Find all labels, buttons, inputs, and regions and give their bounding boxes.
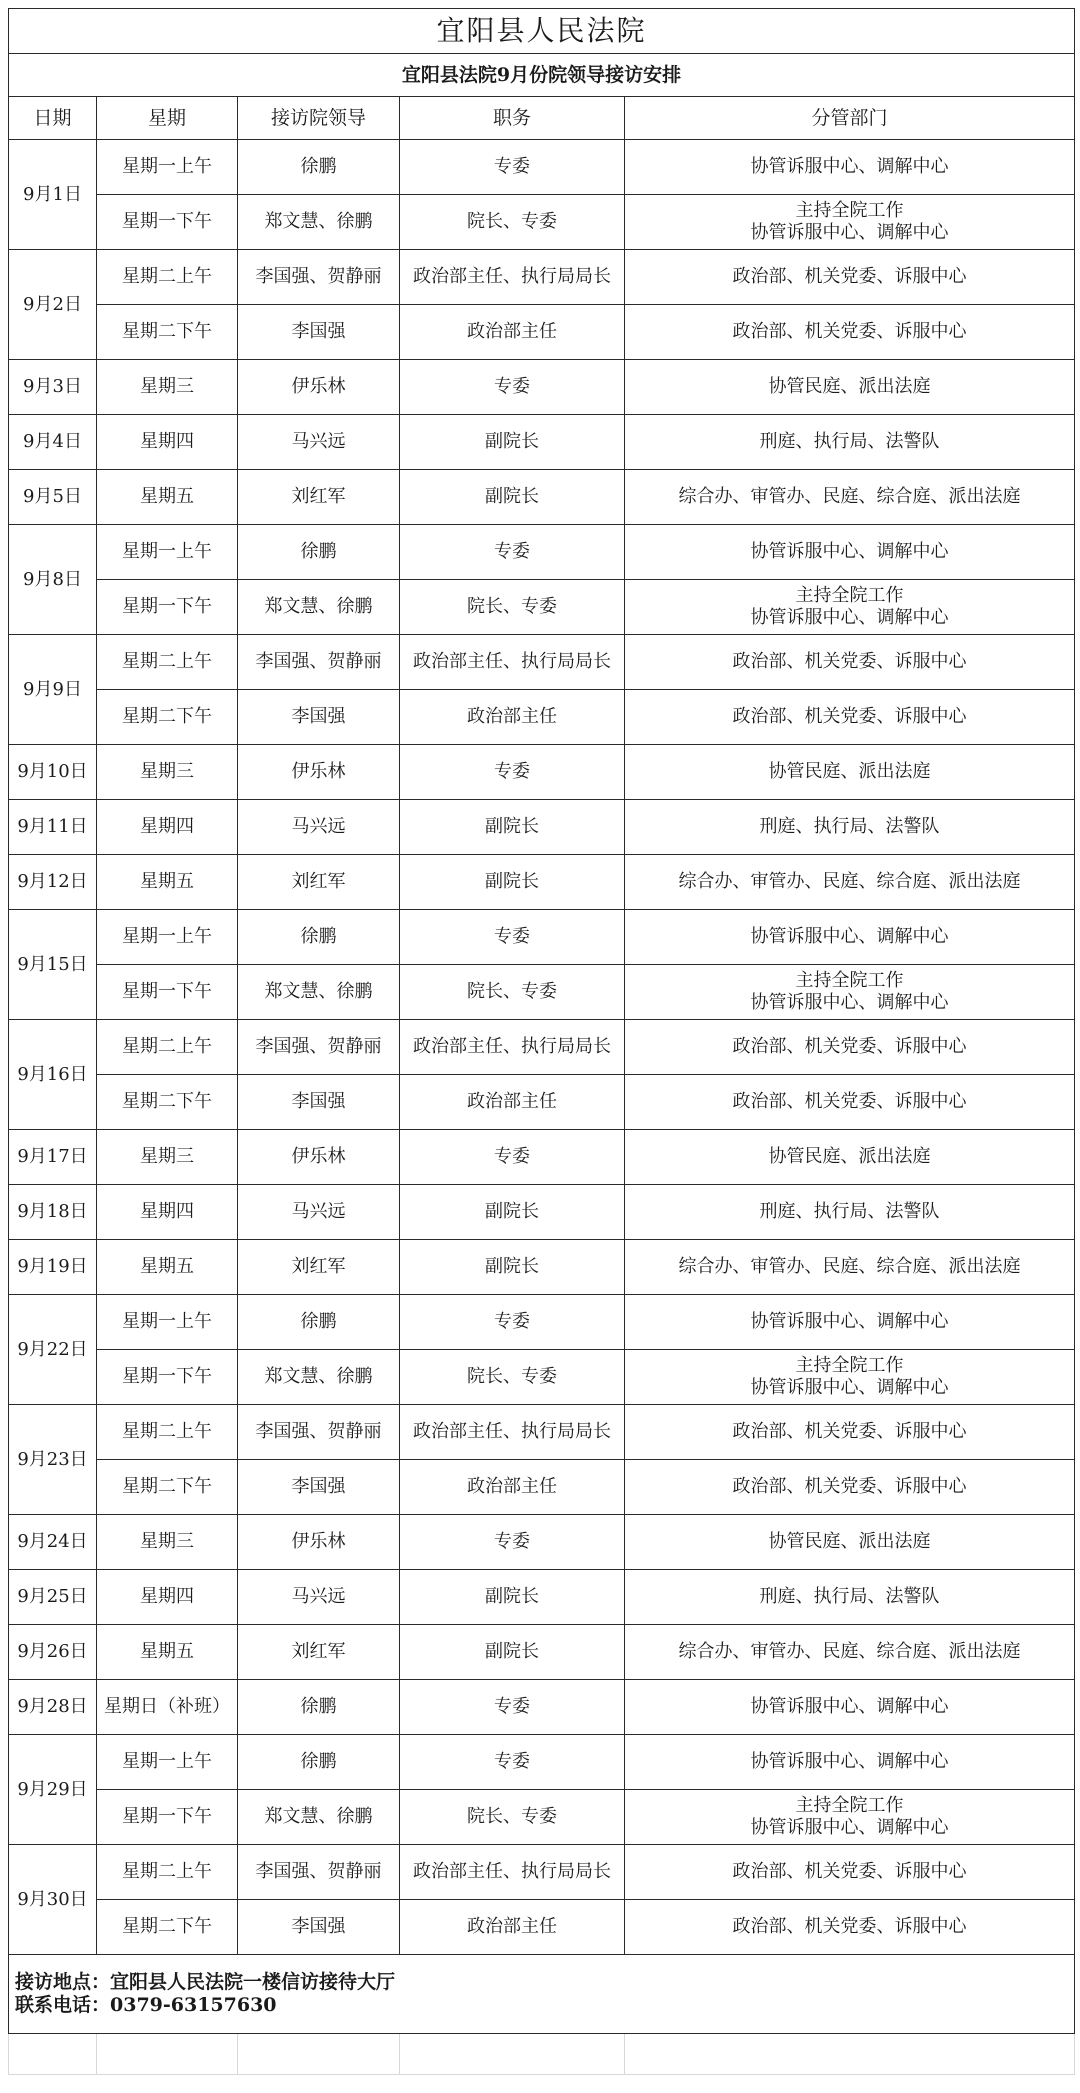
contact-phone: 联系电话：0379-63157630 — [15, 1994, 277, 2016]
leader-cell: 李国强、贺静丽 — [238, 250, 400, 305]
weekday-cell: 星期一下午 — [97, 1790, 238, 1845]
date-cell: 9月10日 — [9, 745, 97, 800]
leader-cell: 徐鹏 — [238, 1735, 400, 1790]
table-row — [9, 140, 1075, 195]
dept-line: 协管诉服中心、调解中心 — [750, 1311, 949, 1332]
blank-cell — [625, 2034, 1075, 2075]
weekday-cell: 星期一上午 — [97, 1735, 238, 1790]
dept-cell — [625, 1405, 1075, 1460]
dept-line: 协管诉服中心、调解中心 — [750, 1817, 949, 1838]
table-row — [9, 1790, 1075, 1845]
dept-line: 政治部、机关党委、诉服中心 — [732, 1916, 967, 1937]
table-row — [9, 1570, 1075, 1625]
dept-line: 协管诉服中心、调解中心 — [750, 607, 949, 628]
date-cell: 9月3日 — [9, 360, 97, 415]
position-cell: 副院长 — [400, 1185, 625, 1240]
dept-line: 综合办、审管办、民庭、综合庭、派出法庭 — [678, 1256, 1021, 1277]
weekday-cell: 星期二下午 — [97, 690, 238, 745]
dept-cell — [625, 1350, 1075, 1405]
leader-cell: 伊乐林 — [238, 360, 400, 415]
position-cell: 专委 — [400, 745, 625, 800]
dept-cell — [625, 1185, 1075, 1240]
position-cell: 院长、专委 — [400, 580, 625, 635]
dept-line: 综合办、审管办、民庭、综合庭、派出法庭 — [678, 871, 1021, 892]
weekday-cell: 星期五 — [97, 855, 238, 910]
leader-cell: 徐鹏 — [238, 910, 400, 965]
position-cell: 政治部主任、执行局局长 — [400, 250, 625, 305]
leader-cell: 郑文慧、徐鹏 — [238, 1350, 400, 1405]
dept-cell — [625, 1790, 1075, 1845]
date-cell: 9月29日 — [9, 1735, 97, 1845]
date-cell: 9月22日 — [9, 1295, 97, 1405]
table-row — [9, 1020, 1075, 1075]
header-position: 职务 — [400, 97, 625, 140]
dept-line: 政治部、机关党委、诉服中心 — [732, 1091, 967, 1112]
weekday-cell: 星期四 — [97, 800, 238, 855]
weekday-cell: 星期二上午 — [97, 1845, 238, 1900]
dept-line: 主持全院工作 — [795, 970, 904, 991]
weekday-cell: 星期四 — [97, 1185, 238, 1240]
weekday-cell: 星期五 — [97, 470, 238, 525]
blank-cell — [400, 2034, 625, 2075]
page-subtitle: 宜阳县法院9月份院领导接访安排 — [9, 54, 1075, 97]
dept-cell — [625, 1460, 1075, 1515]
dept-line: 协管诉服中心、调解中心 — [750, 1377, 949, 1398]
dept-cell — [625, 855, 1075, 910]
footer-row — [9, 1955, 1075, 2034]
dept-cell — [625, 910, 1075, 965]
weekday-cell: 星期二上午 — [97, 1405, 238, 1460]
date-cell: 9月15日 — [9, 910, 97, 1020]
date-cell: 9月12日 — [9, 855, 97, 910]
dept-cell — [625, 1075, 1075, 1130]
dept-line: 主持全院工作 — [795, 200, 904, 221]
table-row — [9, 1185, 1075, 1240]
dept-line: 协管诉服中心、调解中心 — [750, 1751, 949, 1772]
table-row — [9, 580, 1075, 635]
weekday-cell: 星期二上午 — [97, 635, 238, 690]
header-row — [9, 97, 1075, 140]
leader-cell: 伊乐林 — [238, 1515, 400, 1570]
position-cell: 政治部主任 — [400, 1900, 625, 1955]
dept-cell — [625, 1680, 1075, 1735]
weekday-cell: 星期一下午 — [97, 1350, 238, 1405]
position-cell: 政治部主任 — [400, 1460, 625, 1515]
position-cell: 政治部主任 — [400, 1075, 625, 1130]
date-cell: 9月9日 — [9, 635, 97, 745]
weekday-cell: 星期三 — [97, 360, 238, 415]
weekday-cell: 星期二下午 — [97, 1460, 238, 1515]
table-row — [9, 1900, 1075, 1955]
dept-line: 协管诉服中心、调解中心 — [750, 156, 949, 177]
weekday-cell: 星期三 — [97, 1130, 238, 1185]
date-cell: 9月19日 — [9, 1240, 97, 1295]
position-cell: 副院长 — [400, 1570, 625, 1625]
dept-line: 政治部、机关党委、诉服中心 — [732, 1036, 967, 1057]
header-date: 日期 — [9, 97, 97, 140]
page-title: 宜阳县人民法院 — [9, 9, 1075, 54]
title-row — [9, 9, 1075, 54]
weekday-cell: 星期一上午 — [97, 525, 238, 580]
table-row — [9, 250, 1075, 305]
date-cell: 9月1日 — [9, 140, 97, 250]
leader-cell: 李国强 — [238, 1460, 400, 1515]
dept-cell — [625, 525, 1075, 580]
dept-cell — [625, 1130, 1075, 1185]
weekday-cell: 星期一上午 — [97, 140, 238, 195]
dept-line: 协管民庭、派出法庭 — [768, 376, 931, 397]
dept-line: 政治部、机关党委、诉服中心 — [732, 706, 967, 727]
dept-line: 政治部、机关党委、诉服中心 — [732, 1421, 967, 1442]
date-cell: 9月28日 — [9, 1680, 97, 1735]
leader-cell: 李国强 — [238, 690, 400, 745]
table-row — [9, 360, 1075, 415]
position-cell: 专委 — [400, 140, 625, 195]
date-cell: 9月5日 — [9, 470, 97, 525]
dept-line: 主持全院工作 — [795, 1795, 904, 1816]
position-cell: 政治部主任、执行局局长 — [400, 635, 625, 690]
table-row — [9, 1405, 1075, 1460]
header-leader: 接访院领导 — [238, 97, 400, 140]
leader-cell: 徐鹏 — [238, 1680, 400, 1735]
dept-line: 协管诉服中心、调解中心 — [750, 1696, 949, 1717]
dept-cell — [625, 305, 1075, 360]
leader-cell: 刘红军 — [238, 1625, 400, 1680]
table-row — [9, 635, 1075, 690]
dept-line: 协管民庭、派出法庭 — [768, 761, 931, 782]
weekday-cell: 星期一下午 — [97, 965, 238, 1020]
dept-line: 政治部、机关党委、诉服中心 — [732, 1476, 967, 1497]
position-cell: 专委 — [400, 1295, 625, 1350]
blank-row — [9, 2034, 1075, 2075]
position-cell: 政治部主任 — [400, 690, 625, 745]
weekday-cell: 星期一上午 — [97, 910, 238, 965]
dept-cell — [625, 1295, 1075, 1350]
weekday-cell: 星期四 — [97, 1570, 238, 1625]
date-cell: 9月30日 — [9, 1845, 97, 1955]
blank-cell — [97, 2034, 238, 2075]
table-row — [9, 415, 1075, 470]
weekday-cell: 星期二下午 — [97, 1075, 238, 1130]
leader-cell: 马兴远 — [238, 800, 400, 855]
dept-line: 政治部、机关党委、诉服中心 — [732, 1861, 967, 1882]
position-cell: 院长、专委 — [400, 1790, 625, 1845]
date-cell: 9月11日 — [9, 800, 97, 855]
leader-cell: 李国强、贺静丽 — [238, 1020, 400, 1075]
position-cell: 副院长 — [400, 855, 625, 910]
header-dept: 分管部门 — [625, 97, 1075, 140]
dept-cell — [625, 635, 1075, 690]
footer-cell — [9, 1955, 1075, 2034]
header-weekday: 星期 — [97, 97, 238, 140]
table-row — [9, 855, 1075, 910]
dept-line: 协管诉服中心、调解中心 — [750, 541, 949, 562]
table-row — [9, 470, 1075, 525]
date-cell: 9月24日 — [9, 1515, 97, 1570]
dept-line: 政治部、机关党委、诉服中心 — [732, 266, 967, 287]
subtitle-row — [9, 54, 1075, 97]
table-row — [9, 1515, 1075, 1570]
leader-cell: 李国强 — [238, 1900, 400, 1955]
leader-cell: 李国强、贺静丽 — [238, 1405, 400, 1460]
schedule-body — [9, 9, 1075, 2075]
weekday-cell: 星期二下午 — [97, 305, 238, 360]
leader-cell: 郑文慧、徐鹏 — [238, 965, 400, 1020]
date-cell: 9月26日 — [9, 1625, 97, 1680]
position-cell: 政治部主任、执行局局长 — [400, 1845, 625, 1900]
position-cell: 政治部主任、执行局局长 — [400, 1405, 625, 1460]
table-row — [9, 1295, 1075, 1350]
dept-cell — [625, 1845, 1075, 1900]
weekday-cell: 星期一上午 — [97, 1295, 238, 1350]
leader-cell: 马兴远 — [238, 415, 400, 470]
weekday-cell: 星期二下午 — [97, 1900, 238, 1955]
dept-line: 刑庭、执行局、法警队 — [759, 1201, 940, 1222]
dept-line: 刑庭、执行局、法警队 — [759, 816, 940, 837]
dept-cell — [625, 140, 1075, 195]
table-row — [9, 1130, 1075, 1185]
dept-line: 刑庭、执行局、法警队 — [759, 1586, 940, 1607]
position-cell: 专委 — [400, 1515, 625, 1570]
weekday-cell: 星期二上午 — [97, 1020, 238, 1075]
dept-cell — [625, 1020, 1075, 1075]
leader-cell: 刘红军 — [238, 1240, 400, 1295]
date-cell: 9月18日 — [9, 1185, 97, 1240]
dept-cell — [625, 1240, 1075, 1295]
weekday-cell: 星期二上午 — [97, 250, 238, 305]
leader-cell: 李国强、贺静丽 — [238, 1845, 400, 1900]
dept-cell — [625, 470, 1075, 525]
dept-cell — [625, 1735, 1075, 1790]
position-cell: 副院长 — [400, 1625, 625, 1680]
dept-cell — [625, 195, 1075, 250]
position-cell: 专委 — [400, 360, 625, 415]
position-cell: 副院长 — [400, 470, 625, 525]
position-cell: 专委 — [400, 525, 625, 580]
date-cell: 9月2日 — [9, 250, 97, 360]
position-cell: 专委 — [400, 910, 625, 965]
dept-cell — [625, 800, 1075, 855]
table-row — [9, 1075, 1075, 1130]
date-cell: 9月4日 — [9, 415, 97, 470]
dept-line: 政治部、机关党委、诉服中心 — [732, 651, 967, 672]
weekday-cell: 星期五 — [97, 1240, 238, 1295]
dept-line: 协管民庭、派出法庭 — [768, 1146, 931, 1167]
table-row — [9, 1680, 1075, 1735]
dept-cell — [625, 965, 1075, 1020]
visit-location: 接访地点：宜阳县人民法院一楼信访接待大厅 — [15, 1971, 396, 1993]
leader-cell: 郑文慧、徐鹏 — [238, 1790, 400, 1845]
dept-line: 协管诉服中心、调解中心 — [750, 926, 949, 947]
position-cell: 专委 — [400, 1680, 625, 1735]
schedule-table — [8, 8, 1075, 2075]
dept-line: 主持全院工作 — [795, 1355, 904, 1376]
weekday-cell: 星期三 — [97, 1515, 238, 1570]
dept-cell — [625, 250, 1075, 305]
dept-line: 协管民庭、派出法庭 — [768, 1531, 931, 1552]
table-row — [9, 1460, 1075, 1515]
date-cell: 9月8日 — [9, 525, 97, 635]
position-cell: 政治部主任 — [400, 305, 625, 360]
dept-line: 协管诉服中心、调解中心 — [750, 222, 949, 243]
table-row — [9, 1350, 1075, 1405]
weekday-cell: 星期一下午 — [97, 195, 238, 250]
table-row — [9, 745, 1075, 800]
dept-cell — [625, 745, 1075, 800]
leader-cell: 郑文慧、徐鹏 — [238, 580, 400, 635]
leader-cell: 刘红军 — [238, 470, 400, 525]
table-row — [9, 800, 1075, 855]
table-row — [9, 1240, 1075, 1295]
position-cell: 副院长 — [400, 800, 625, 855]
leader-cell: 刘红军 — [238, 855, 400, 910]
leader-cell: 郑文慧、徐鹏 — [238, 195, 400, 250]
leader-cell: 徐鹏 — [238, 525, 400, 580]
dept-cell — [625, 580, 1075, 635]
date-cell: 9月16日 — [9, 1020, 97, 1130]
position-cell: 院长、专委 — [400, 1350, 625, 1405]
leader-cell: 徐鹏 — [238, 1295, 400, 1350]
table-row — [9, 195, 1075, 250]
position-cell: 专委 — [400, 1735, 625, 1790]
table-row — [9, 1845, 1075, 1900]
date-cell: 9月17日 — [9, 1130, 97, 1185]
table-row — [9, 910, 1075, 965]
table-row — [9, 690, 1075, 745]
dept-cell — [625, 1570, 1075, 1625]
leader-cell: 李国强、贺静丽 — [238, 635, 400, 690]
weekday-cell: 星期三 — [97, 745, 238, 800]
dept-cell — [625, 1625, 1075, 1680]
dept-line: 综合办、审管办、民庭、综合庭、派出法庭 — [678, 486, 1021, 507]
dept-cell — [625, 360, 1075, 415]
dept-line: 刑庭、执行局、法警队 — [759, 431, 940, 452]
table-row — [9, 305, 1075, 360]
leader-cell: 伊乐林 — [238, 1130, 400, 1185]
dept-line: 政治部、机关党委、诉服中心 — [732, 321, 967, 342]
leader-cell: 马兴远 — [238, 1570, 400, 1625]
dept-cell — [625, 1900, 1075, 1955]
weekday-cell: 星期四 — [97, 415, 238, 470]
table-row — [9, 525, 1075, 580]
table-row — [9, 1625, 1075, 1680]
dept-cell — [625, 415, 1075, 470]
leader-cell: 伊乐林 — [238, 745, 400, 800]
dept-line: 主持全院工作 — [795, 585, 904, 606]
dept-line: 综合办、审管办、民庭、综合庭、派出法庭 — [678, 1641, 1021, 1662]
position-cell: 副院长 — [400, 1240, 625, 1295]
table-row — [9, 1735, 1075, 1790]
dept-cell — [625, 690, 1075, 745]
leader-cell: 李国强 — [238, 305, 400, 360]
weekday-cell: 星期五 — [97, 1625, 238, 1680]
date-cell: 9月23日 — [9, 1405, 97, 1515]
blank-cell — [9, 2034, 97, 2075]
position-cell: 政治部主任、执行局局长 — [400, 1020, 625, 1075]
position-cell: 副院长 — [400, 415, 625, 470]
position-cell: 专委 — [400, 1130, 625, 1185]
weekday-cell: 星期一下午 — [97, 580, 238, 635]
leader-cell: 徐鹏 — [238, 140, 400, 195]
leader-cell: 马兴远 — [238, 1185, 400, 1240]
weekday-cell: 星期日（补班） — [97, 1680, 238, 1735]
date-cell: 9月25日 — [9, 1570, 97, 1625]
position-cell: 院长、专委 — [400, 965, 625, 1020]
position-cell: 院长、专委 — [400, 195, 625, 250]
dept-cell — [625, 1515, 1075, 1570]
leader-cell: 李国强 — [238, 1075, 400, 1130]
dept-line: 协管诉服中心、调解中心 — [750, 992, 949, 1013]
table-row — [9, 965, 1075, 1020]
blank-cell — [238, 2034, 400, 2075]
